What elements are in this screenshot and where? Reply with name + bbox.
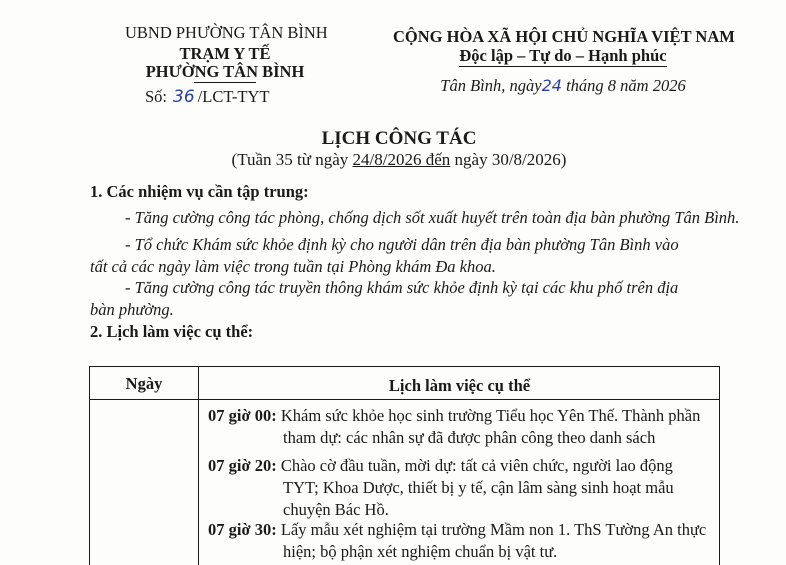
date-prefix: Tân Bình, ngày [440,76,542,95]
row-text-cont: hiện; bộ phận xét nghiệm chuẩn bị vật tư. [283,542,558,561]
task-item-3: - Tăng cường công tác truyền thông khám sức khỏe định kỳ tại các khu phố trên địa [125,278,679,297]
subtitle-before: (Tuần 35 từ ngày [231,150,353,169]
task-item-2-cont: tất cả các ngày làm việc trong tuần tại Phòng khám Đa khoa. [90,257,496,276]
national-motto-text: Độc lập – Tự do – Hạnh phúc [459,46,667,65]
task-item-1: - Tăng cường công tác phòng, chống dịch sốt xuất huyết trên toàn địa bàn phường Tân Bình. [125,208,740,227]
table-row [208,519,706,563]
task-item-2: - Tổ chức Khám sức khỏe định kỳ cho người dân trên địa bàn phường Tân Bình vào [125,235,679,254]
table-row [208,405,700,449]
date-suffix: tháng 8 năm 2026 [566,76,686,95]
document-date [393,76,733,96]
document-number [145,87,269,107]
subtitle-underlined: 24/8/2026 đến [352,150,451,169]
table-header-schedule: Lịch làm việc cụ thể [388,376,531,395]
document-subtitle [0,150,786,170]
subtitle-after: ngày 30/8/2026) [450,150,567,169]
document-number-label: Số: [145,87,168,106]
table-header-day: Ngày [125,374,163,393]
agency-parent: UBND PHƯỜNG TÂN BÌNH [125,23,328,42]
schedule-table [89,366,720,565]
document-title: LỊCH CÔNG TÁC [321,128,477,149]
row-text-cont2: chuyện Bác Hồ. [283,500,389,519]
document-number-handwritten: 36 [173,87,195,107]
row-text: Lấy mẫu xét nghiệm tại trường Mầm non 1. ThS Tường An thực [276,520,707,539]
row-time: 07 giờ 30: [208,520,277,539]
national-title: CỘNG HÒA XÃ HỘI CHỦ NGHĨA VIỆT NAM [393,27,735,46]
agency-underline [194,82,256,83]
section1-heading: 1. Các nhiệm vụ cần tập trung: [90,182,309,201]
table-row [208,455,674,521]
agency-name-line2: PHƯỜNG TÂN BÌNH [145,62,305,81]
agency-name: TRẠM Y TẾ [179,44,271,63]
national-motto [393,46,733,66]
row-time: 07 giờ 20: [208,456,277,475]
row-time: 07 giờ 00: [208,406,277,425]
section2-heading: 2. Lịch làm việc cụ thể: [90,322,254,341]
date-day-handwritten: 24 [541,76,562,95]
table-header-divider [90,399,719,400]
row-text-cont: TYT; Khoa Dược, thiết bị y tế, cận lâm sàng sinh hoạt mẫu [283,478,674,497]
row-text: Chào cờ đầu tuần, mời dự: tất cả viên chức, người lao động [276,456,673,475]
document-number-suffix: /LCT-TYT [197,87,270,106]
table-column-divider [198,367,199,565]
task-item-3-cont: bàn phường. [90,300,174,319]
row-text-cont: tham dự: các nhân sự đã được phân công theo danh sách [283,428,656,447]
row-text: Khám sức khỏe học sinh trường Tiểu học Yên Thế. Thành phần [276,406,701,425]
